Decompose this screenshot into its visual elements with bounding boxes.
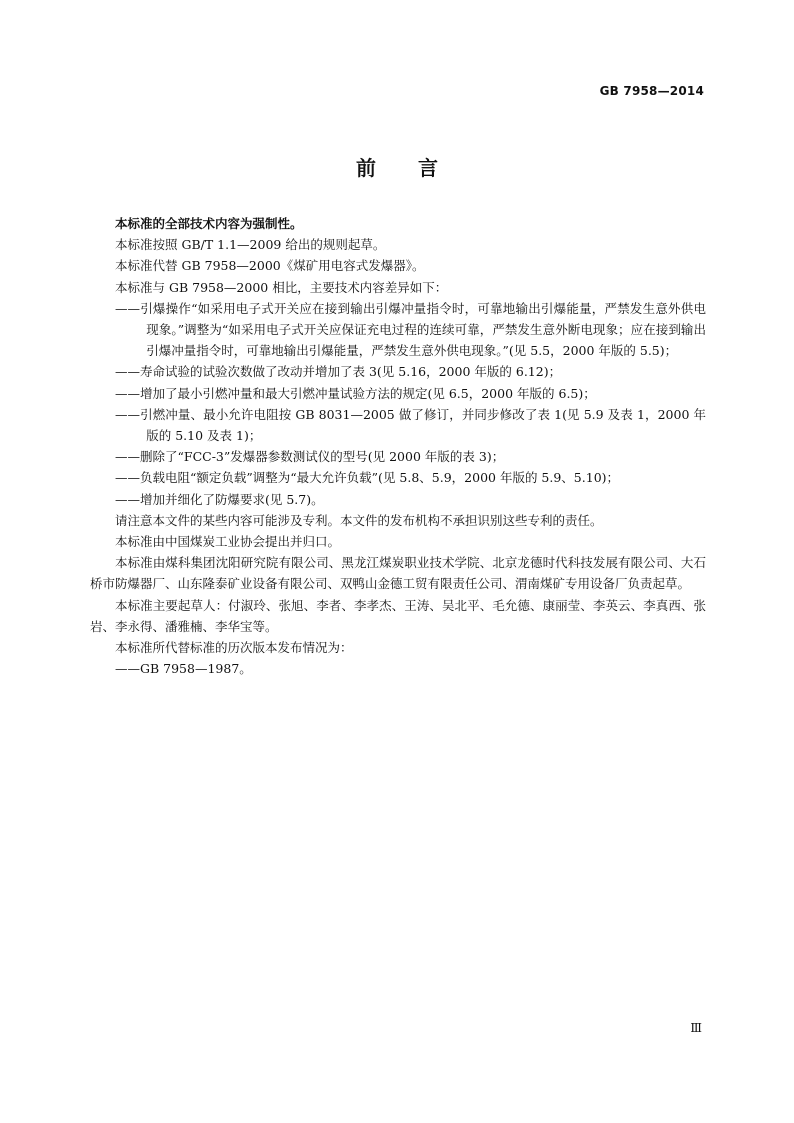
proposer-paragraph: 本标准由中国煤炭工业协会提出并归口。 — [115, 534, 341, 550]
history-item: ——GB 7958—1987。 — [115, 661, 252, 677]
change-item: ——删除了“FCC-3”发爆器参数测试仪的型号(见 2000 年版的表 3)； — [115, 449, 505, 465]
page-number: Ⅲ — [690, 1021, 702, 1035]
mandatory-statement: 本标准的全部技术内容为强制性。 — [115, 216, 303, 231]
change-item: ——引燃冲量、最小允许电阻按 GB 8031—2005 做了修订，并同步修改了表 1(见 5.9 及表 1，2000 年版的 5.10 及表 1)； — [115, 406, 706, 444]
standard-number: GB 7958—2014 — [599, 84, 704, 98]
document-body — [90, 213, 706, 679]
drafters-paragraph: 本标准主要起草人：付淑玲、张旭、李者、李孝杰、王涛、吴北平、毛允德、康丽莹、李英云、李真西、张岩、李永得、潘雅楠、李华宝等。 — [90, 597, 706, 634]
drafting-organizations: 本标准由煤科集团沈阳研究院有限公司、黑龙江煤炭职业技术学院、北京龙德时代科技发展有限公司、大石桥市防爆器厂、山东隆泰矿业设备有限公司、双鸭山金德工贸有限责任公司、渭南煤矿专用设备厂负责起草。 — [90, 555, 706, 592]
title-part-2: 言 — [418, 156, 438, 180]
title-part-1: 前 — [356, 156, 376, 180]
page-title — [0, 152, 794, 181]
change-item: ——寿命试验的试验次数做了改动并增加了表 3(见 5.16，2000 年版的 6.12)； — [115, 364, 562, 380]
change-item: ——引爆操作“如采用电子式开关应在接到输出引爆冲量指令时，可靠地输出引爆能量，严禁发生意外供电现象。”调整为“如采用电子式开关应保证充电过程的连续可靠，严禁发生意外断电现象；应在接到输出引爆冲量指令时，可靠地输出引爆能量，严禁发生意外供电现象。”(见 5.5，2000 年版的 5.5)； — [115, 300, 706, 359]
differences-intro: 本标准与 GB 7958—2000 相比，主要技术内容差异如下： — [115, 279, 448, 295]
change-item: ——增加并细化了防爆要求(见 5.7)。 — [115, 491, 324, 507]
patent-notice: 请注意本文件的某些内容可能涉及专利。本文件的发布机构不承担识别这些专利的责任。 — [115, 512, 603, 528]
drafting-rules-paragraph: 本标准按照 GB/T 1.1—2009 给出的规则起草。 — [115, 237, 386, 253]
change-item: ——增加了最小引燃冲量和最大引燃冲量试验方法的规定(见 6.5，2000 年版的 6.5)； — [115, 385, 596, 401]
history-intro: 本标准所代替标准的历次版本发布情况为： — [115, 640, 353, 656]
change-item: ——负载电阻“额定负载”调整为“最大允许负载”(见 5.8、5.9，2000 年版的 5.9、5.10)； — [115, 470, 620, 486]
replacement-paragraph: 本标准代替 GB 7958—2000《煤矿用电容式发爆器》。 — [115, 258, 425, 274]
